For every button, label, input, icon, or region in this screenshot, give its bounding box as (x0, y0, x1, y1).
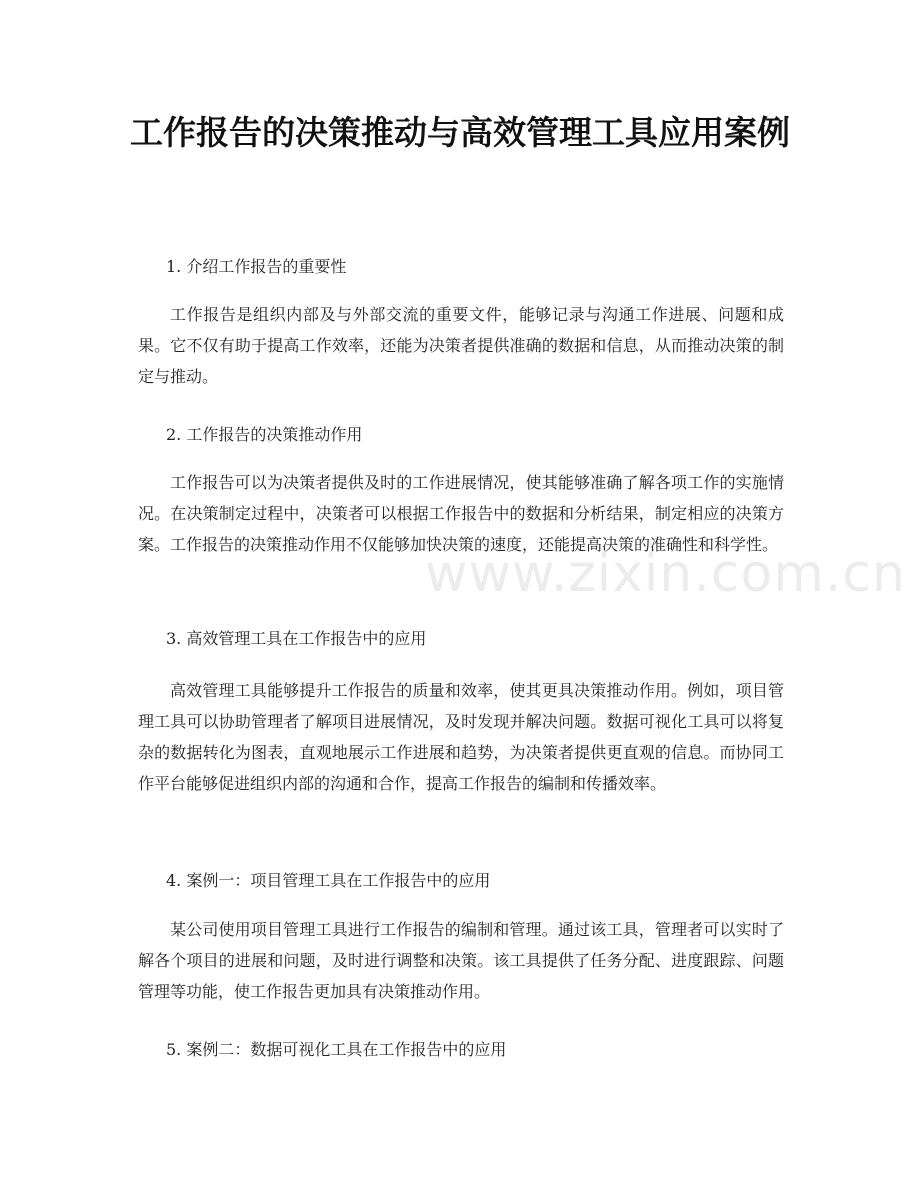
section-paragraph-4: 某公司使用项目管理工具进行工作报告的编制和管理。通过该工具，管理者可以实时了解各个项目的进展和问题，及时进行调整和决策。该工具提供了任务分配、进度跟踪、问题管理等功能，使工作报告更加具有决策推动作用。 (138, 920, 784, 1001)
section-paragraph-1: 工作报告是组织内部及与外部交流的重要文件，能够记录与沟通工作进展、问题和成果。它不仅有助于提高工作效率，还能为决策者提供准确的数据和信息，从而推动决策的制定与推动。 (138, 305, 784, 386)
document-title: 工作报告的决策推动与高效管理工具应用案例 (130, 113, 790, 152)
section-paragraph-3: 高效管理工具能够提升工作报告的质量和效率，使其更具决策推动作用。例如，项目管理工具可以协助管理者了解项目进展情况，及时发现并解决问题。数据可视化工具可以将复杂的数据转化为图表，直观地展示工作进展和趋势，为决策者提供更直观的信息。而协同工作平台能够促进组织内部的沟通和合作，提高工作报告的编制和传播效率。 (138, 681, 784, 793)
watermark: www.zixin.com.cn (425, 544, 906, 604)
section-heading-1: 1. 介绍工作报告的重要性 (166, 257, 347, 276)
section-heading-2: 2. 工作报告的决策推动作用 (166, 425, 363, 444)
section-paragraph-2: 工作报告可以为决策者提供及时的工作进展情况，使其能够准确了解各项工作的实施情况。在决策制定过程中，决策者可以根据工作报告中的数据和分析结果，制定相应的决策方案。工作报告的决策推动作用不仅能够加快决策的速度，还能提高决策的准确性和科学性。 (138, 473, 784, 554)
section-heading-5: 5. 案例二：数据可视化工具在工作报告中的应用 (166, 1040, 507, 1059)
section-heading-3: 3. 高效管理工具在工作报告中的应用 (166, 629, 427, 648)
section-heading-4: 4. 案例一：项目管理工具在工作报告中的应用 (166, 871, 491, 890)
